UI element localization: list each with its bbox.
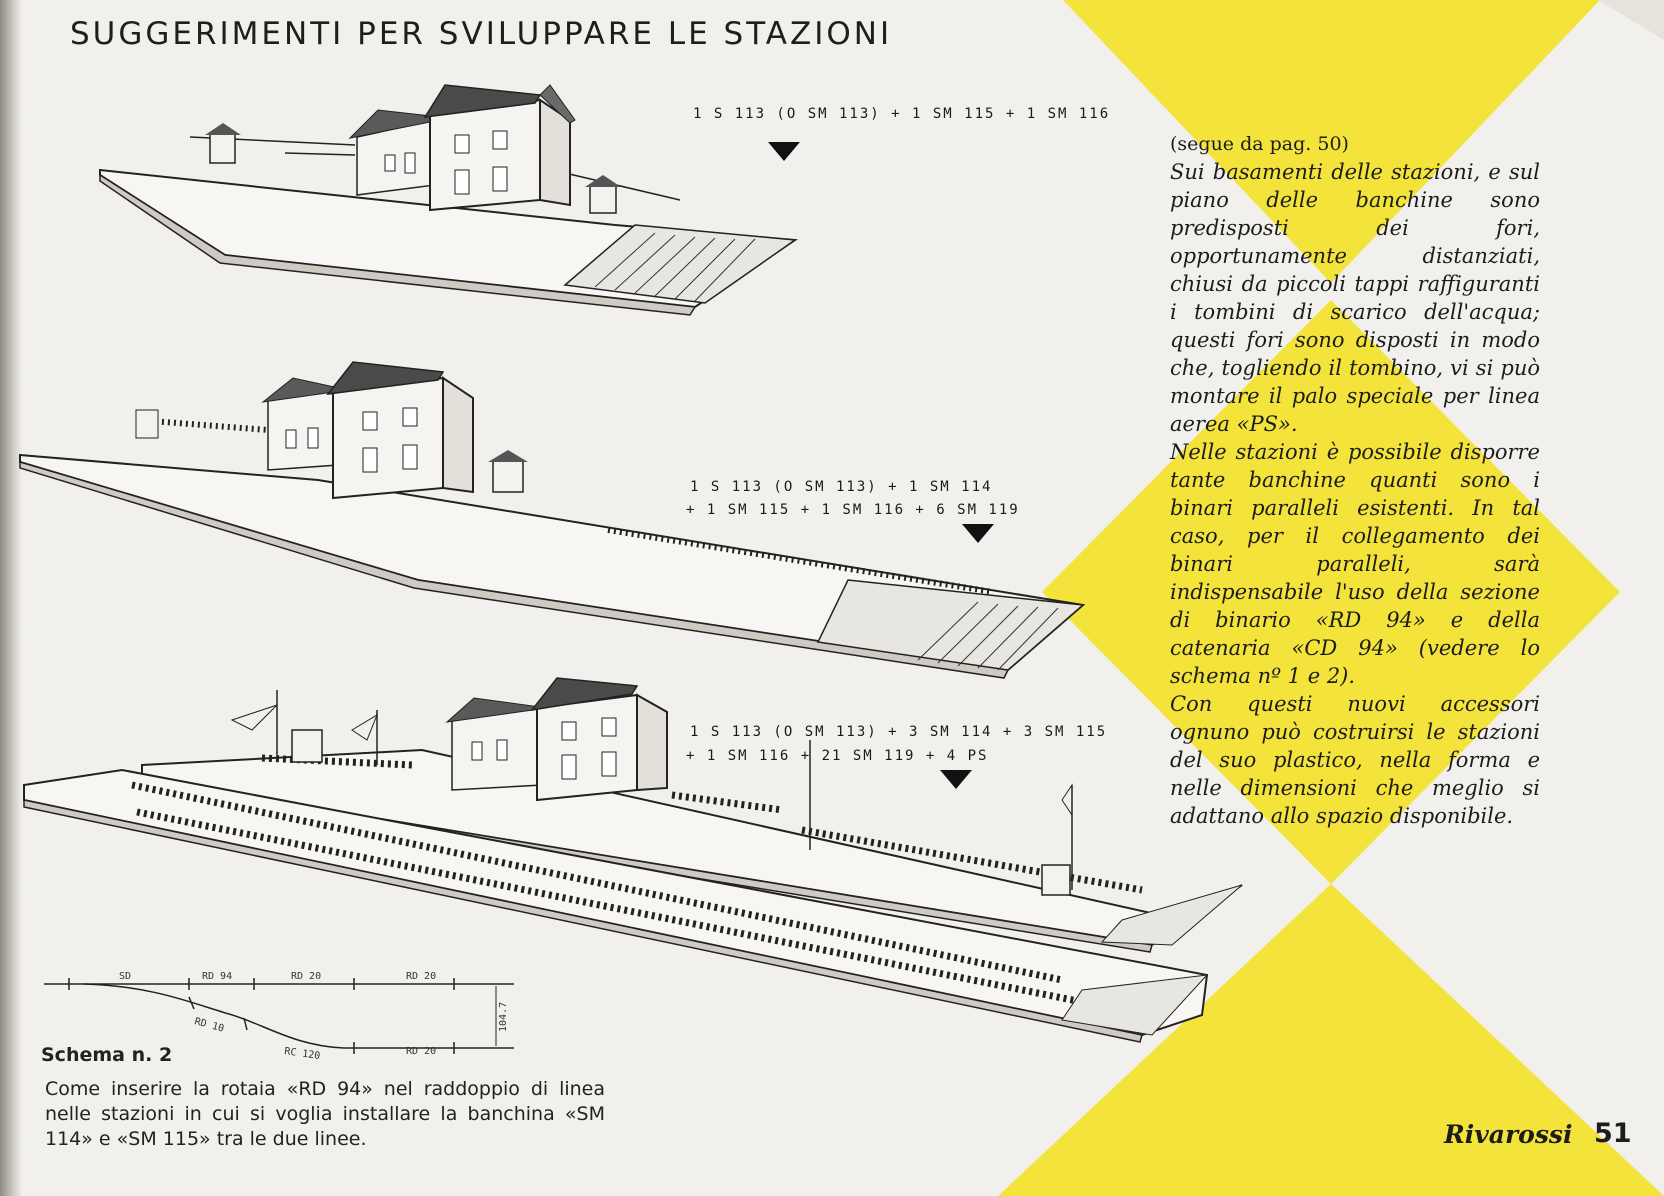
down-arrow-icon <box>962 524 994 543</box>
page-title: SUGGERIMENTI PER SVILUPPARE LE STAZIONI <box>70 16 893 52</box>
schema-title: Schema n. 2 <box>41 1044 173 1066</box>
down-arrow-icon <box>768 142 800 161</box>
schema-label-sd: SD <box>119 971 132 982</box>
paragraph-3: Con questi nuovi accessori ognuno può costruirsi le stazioni del suo plastico, nella forma e nelle dimensioni che meglio si adattano allo spazio disponibile. <box>1170 692 1540 828</box>
article-text <box>1170 130 1540 830</box>
config-2-label-line-1: 1 S 113 (O SM 113) + 1 SM 114 <box>690 479 993 495</box>
schema-label-dim: 104.7 <box>498 1001 509 1032</box>
schema-label-rd20-b: RD 20 <box>406 971 437 982</box>
config-3-label-line-1: 1 S 113 (O SM 113) + 3 SM 114 + 3 SM 115 <box>690 724 1108 740</box>
schema-caption: Come inserire la rotaia «RD 94» nel raddoppio di linea nelle stazioni in cui si voglia installare la banchina «SM 114» e «SM 115» tra le due linee. <box>45 1078 605 1150</box>
page-number: 51 <box>1594 1118 1632 1149</box>
config-2-label-line-2: + 1 SM 115 + 1 SM 116 + 6 SM 119 <box>686 502 1020 518</box>
schema-label-rd94: RD 94 <box>202 971 233 982</box>
down-arrow-icon <box>940 770 972 789</box>
station-illustration-1 <box>95 75 795 315</box>
brand-logo: Rivarossi <box>1444 1120 1573 1149</box>
paragraph-2: Nelle stazioni è possibile disporre tante banchine quanti sono i binari paralleli esistenti. In tal caso, per il collegamento dei binari paralleli, sarà indispensabile l'uso della sezione di binario «RD 94» e della catenaria «CD 94» (vedere lo schema nº 1 e 2). <box>1170 440 1540 688</box>
config-3-label-line-2: + 1 SM 116 + 21 SM 119 + 4 PS <box>686 748 989 764</box>
continued-note: (segue da pag. 50) <box>1170 133 1349 155</box>
schema-label-rd20-a: RD 20 <box>291 971 322 982</box>
schema-label-rc120: RC 120 <box>283 1046 321 1062</box>
station-illustration-2 <box>18 370 1088 680</box>
schema-label-rd10: RD 10 <box>193 1016 226 1035</box>
schema-label-rd20-c: RD 20 <box>406 1046 437 1057</box>
paragraph-1: Sui basamenti delle stazioni, e sul piano delle banchine sono predisposti dei fori, opportunamente distanziati, chiusi da piccoli tappi raffiguranti i tombini di scarico dell'acqua; questi fori sono disposti in modo che, togliendo il tombino, vi si può montare il palo speciale per linea aerea «PS». <box>1170 160 1540 436</box>
config-1-label: 1 S 113 (O SM 113) + 1 SM 115 + 1 SM 116 <box>693 106 1111 122</box>
